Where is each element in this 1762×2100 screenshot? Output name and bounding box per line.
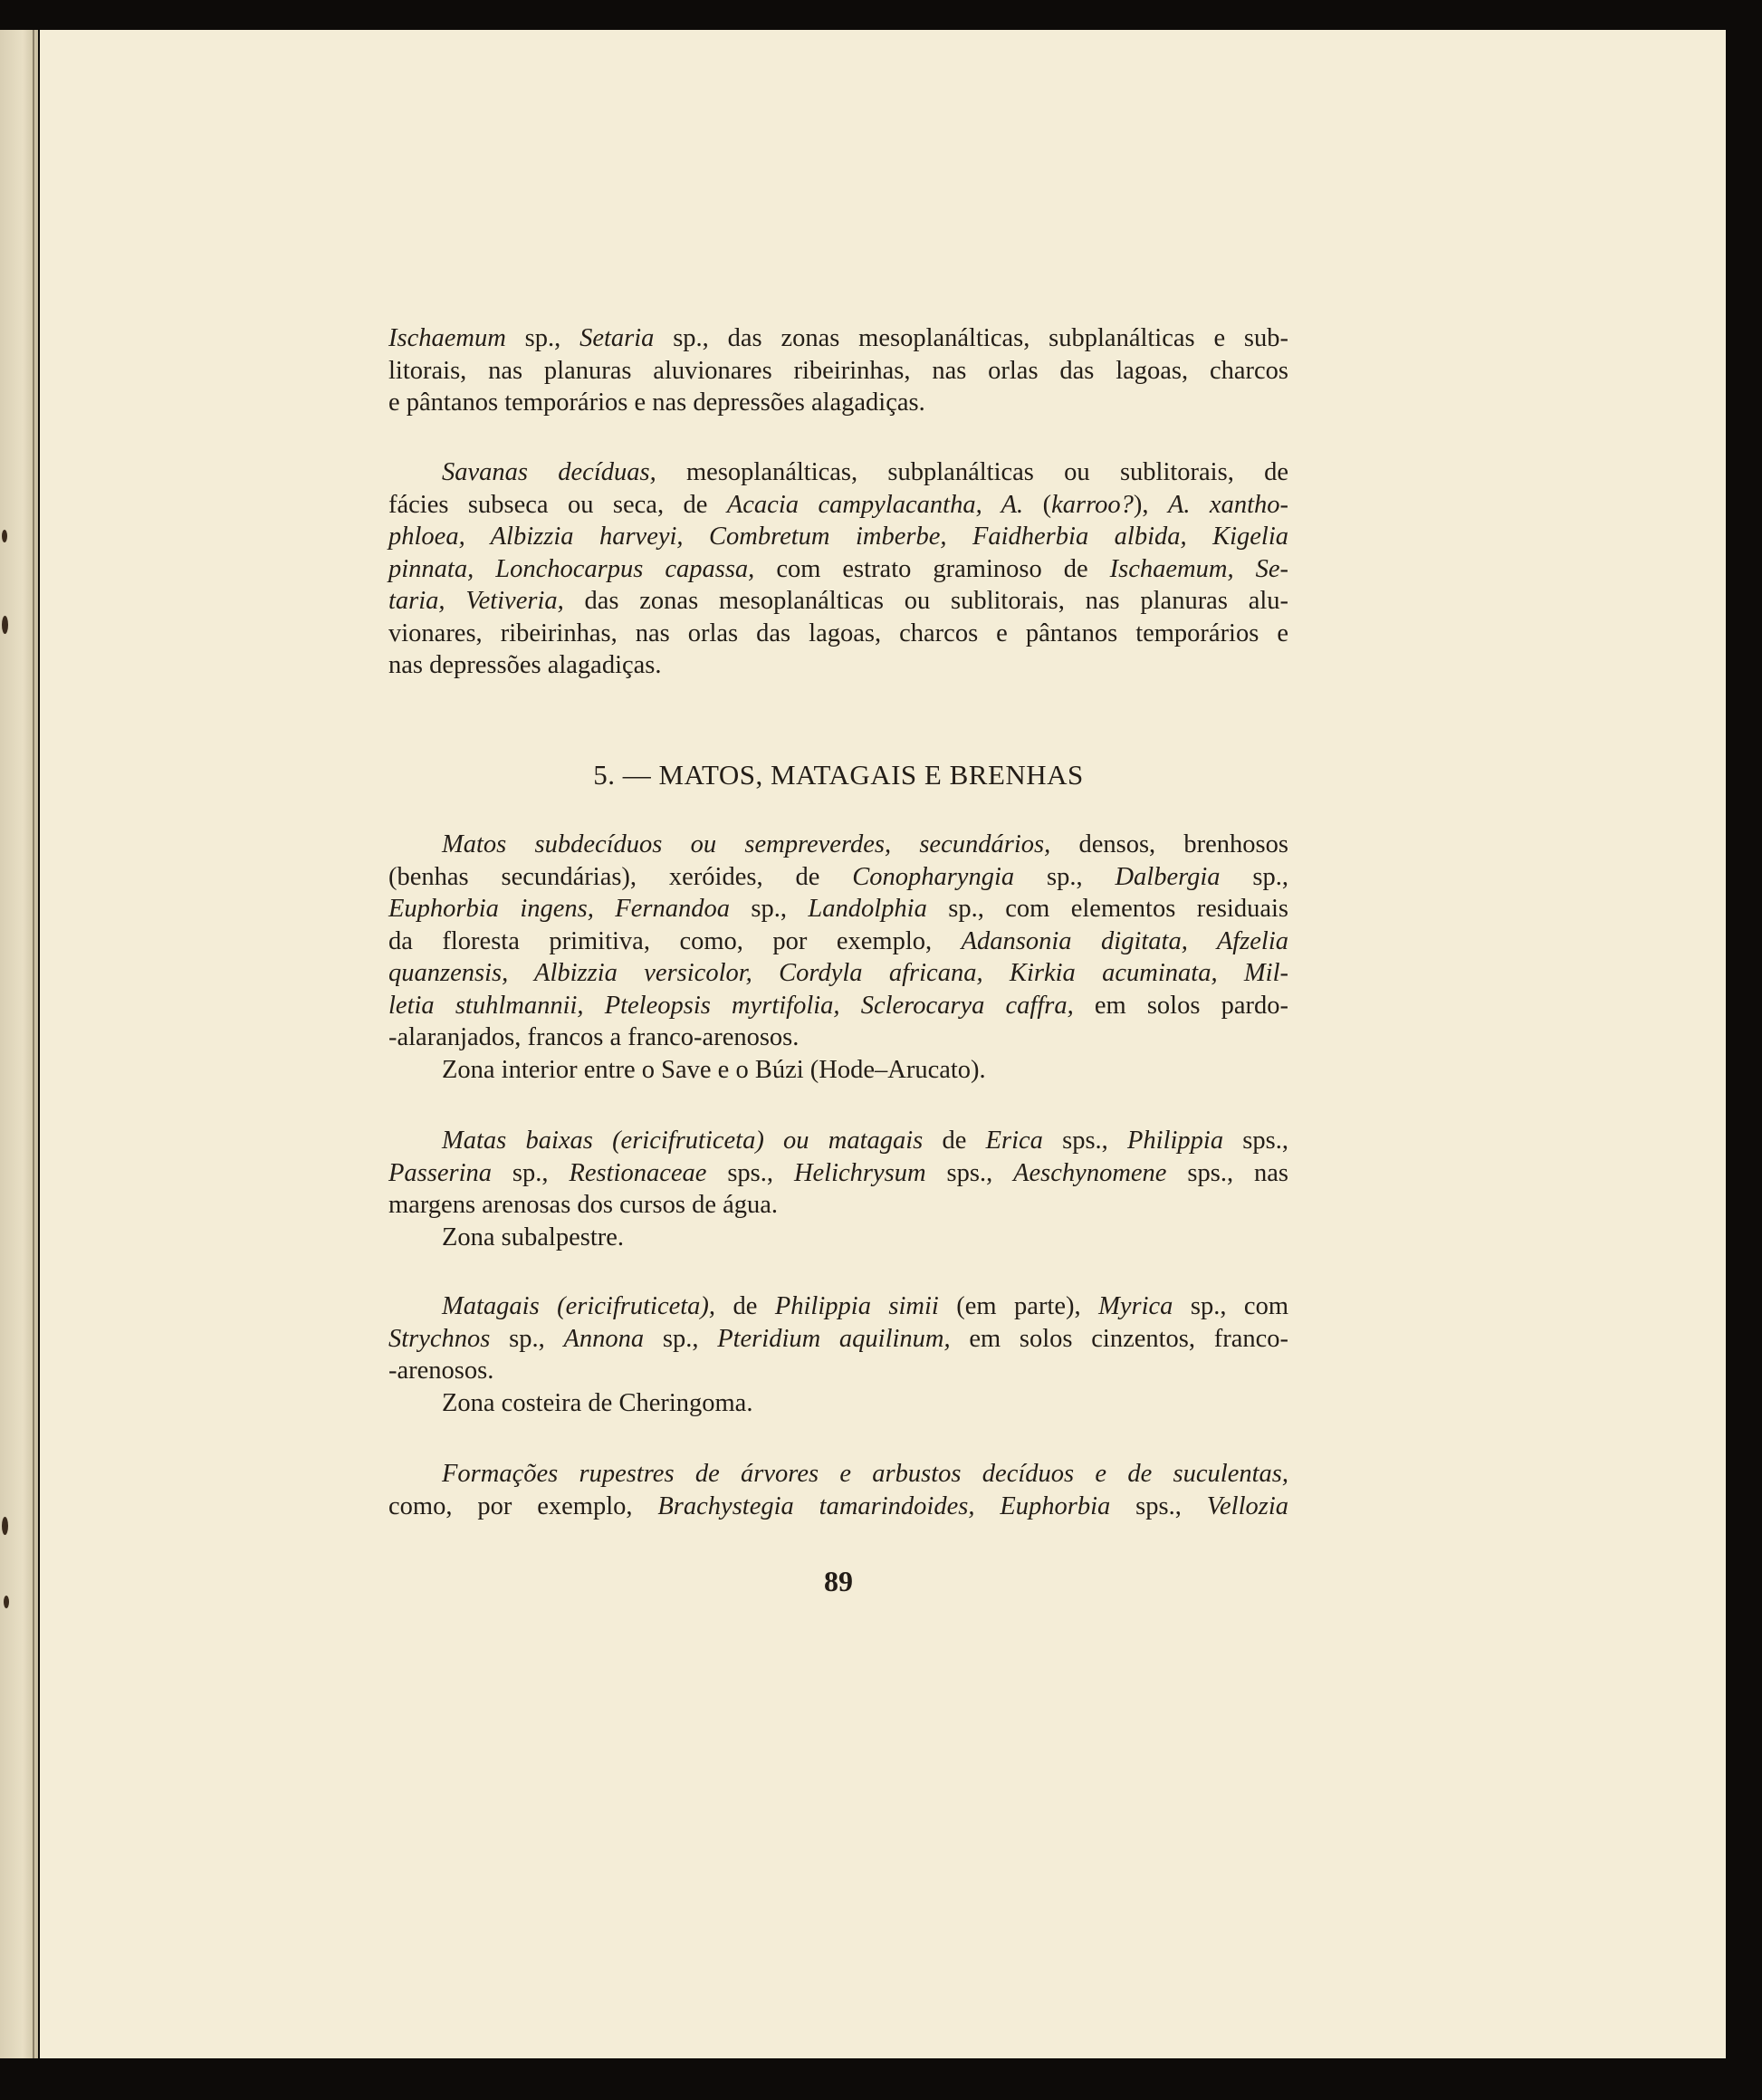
text: (em parte), bbox=[938, 1292, 1099, 1320]
italic-term: Aeschynomene bbox=[1013, 1158, 1167, 1187]
text-line bbox=[388, 861, 1288, 894]
text: ), bbox=[1133, 490, 1168, 519]
text: margens arenosas dos cursos de água. bbox=[388, 1191, 779, 1219]
italic-term: Ischaemum, Se- bbox=[1109, 554, 1289, 583]
text-line bbox=[388, 521, 1288, 553]
binding-hole bbox=[4, 1596, 9, 1608]
text: de bbox=[715, 1292, 775, 1320]
text-line bbox=[388, 1491, 1288, 1523]
text: sps., bbox=[1110, 1491, 1207, 1520]
italic-term: Adansonia digitata, Afzelia bbox=[961, 926, 1288, 955]
italic-term: taria, Vetiveria, bbox=[388, 587, 564, 615]
text: sp., bbox=[729, 895, 809, 923]
italic-term: Annona bbox=[563, 1324, 645, 1353]
text-line bbox=[388, 355, 1288, 388]
italic-term: Euphorbia ingens, Fernandoa bbox=[388, 895, 730, 923]
italic-term: Dalbergia bbox=[1115, 862, 1221, 891]
text: vionares, ribeirinhas, nas orlas das lagoas, charcos e pântanos temporários e bbox=[388, 618, 1288, 647]
text: sp., bbox=[1220, 862, 1288, 891]
italic-term: Conopharyngia bbox=[852, 862, 1015, 891]
italic-term: Restionaceae bbox=[569, 1158, 707, 1187]
text: sp., com elementos residuais bbox=[926, 895, 1289, 923]
italic-term: Formações rupestres de árvores e arbustos decíduos e de suculentas, bbox=[442, 1460, 1288, 1488]
text-line bbox=[388, 585, 1288, 618]
text-line bbox=[388, 1189, 1288, 1222]
italic-term: Matagais (ericifruticeta), bbox=[442, 1292, 716, 1320]
text-line bbox=[388, 489, 1288, 522]
text: sp., com bbox=[1173, 1292, 1288, 1320]
binding-hole bbox=[2, 616, 8, 634]
text: ( bbox=[1023, 490, 1052, 519]
text: sp., bbox=[1014, 862, 1116, 891]
text: sps., bbox=[706, 1158, 794, 1187]
text: Zona interior entre o Save e o Búzi (Hode–Arucato). bbox=[442, 1055, 986, 1084]
italic-term: Setaria bbox=[579, 324, 655, 352]
binding-hole bbox=[2, 1517, 8, 1535]
text-line bbox=[388, 829, 1288, 861]
text: nas depressões alagadiças. bbox=[388, 651, 662, 679]
text: de bbox=[923, 1127, 986, 1155]
text-line bbox=[388, 387, 1288, 419]
italic-term: Ischaemum bbox=[388, 324, 506, 352]
text-line bbox=[388, 322, 1288, 355]
paragraph-6 bbox=[388, 1458, 1288, 1522]
italic-term: Matas baixas (ericifruticeta) ou matagais bbox=[442, 1127, 924, 1155]
text-line bbox=[388, 1021, 1288, 1054]
text: densos, brenhosos bbox=[1050, 830, 1288, 858]
italic-term: letia stuhlmannii, Pteleopsis myrtifolia, Sclerocarya caffra, bbox=[388, 991, 1074, 1020]
text: sp., bbox=[490, 1324, 564, 1353]
book-binding bbox=[0, 30, 38, 2058]
text: em solos pardo- bbox=[1073, 991, 1288, 1020]
text-line bbox=[388, 1355, 1288, 1387]
italic-term: Erica bbox=[985, 1127, 1043, 1155]
text-line bbox=[388, 553, 1288, 586]
text: sps., bbox=[1223, 1127, 1288, 1155]
text-line bbox=[388, 649, 1288, 682]
section-heading: 5. — MATOS, MATAGAIS E BRENHAS bbox=[593, 759, 1084, 791]
text-line bbox=[388, 456, 1288, 489]
italic-term: Brachystegia tamarindoides, Euphorbia bbox=[657, 1491, 1111, 1520]
italic-term: karroo? bbox=[1051, 490, 1134, 519]
binding-hole bbox=[2, 530, 7, 542]
italic-term: Passerina bbox=[388, 1158, 492, 1187]
text-line bbox=[388, 1290, 1288, 1323]
text: -arenosos. bbox=[388, 1357, 494, 1385]
text: sp., bbox=[492, 1158, 570, 1187]
paragraph-2 bbox=[388, 456, 1288, 682]
paragraph-1 bbox=[388, 322, 1288, 419]
text: sps., bbox=[925, 1158, 1014, 1187]
italic-term: Philippia simii bbox=[774, 1292, 939, 1320]
text: das zonas mesoplanálticas ou sublitorais, nas planuras alu- bbox=[563, 587, 1288, 615]
text: fácies subseca ou seca, de bbox=[388, 490, 727, 519]
italic-term: Vellozia bbox=[1206, 1491, 1289, 1520]
italic-term: Helichrysum bbox=[793, 1158, 926, 1187]
text-line bbox=[388, 990, 1288, 1022]
text: Zona subalpestre. bbox=[442, 1223, 625, 1251]
page-number: 89 bbox=[824, 1565, 853, 1597]
text: litorais, nas planuras aluvionares ribeirinhas, nas orlas das lagoas, charcos bbox=[388, 356, 1288, 385]
text: sp., das zonas mesoplanálticas, subplanálticas e sub- bbox=[654, 324, 1289, 352]
text-line bbox=[388, 1323, 1288, 1356]
text: Zona costeira de Cheringoma. bbox=[442, 1388, 753, 1417]
italic-term: Landolphia bbox=[808, 895, 927, 923]
italic-term: Matos subdecíduos ou sempreverdes, secundários, bbox=[442, 830, 1051, 858]
italic-term: Savanas decíduas, bbox=[442, 458, 656, 486]
text: com estrato graminoso de bbox=[754, 554, 1110, 583]
italic-term: Acacia campylacantha, A. bbox=[726, 490, 1024, 519]
text: sp., bbox=[505, 324, 580, 352]
italic-term: Myrica bbox=[1098, 1292, 1173, 1320]
text: -alaranjados, francos a franco-arenosos. bbox=[388, 1023, 800, 1051]
text-line bbox=[388, 1157, 1288, 1190]
italic-term: Strychnos bbox=[388, 1324, 491, 1353]
text-line bbox=[388, 618, 1288, 650]
text: sps., nas bbox=[1166, 1158, 1288, 1187]
text-line bbox=[388, 1125, 1288, 1157]
text: sp., bbox=[644, 1324, 718, 1353]
italic-term: quanzensis, Albizzia versicolor, Cordyla africana, Kirkia acuminata, Mil- bbox=[388, 959, 1288, 987]
text: em solos cinzentos, franco- bbox=[950, 1324, 1289, 1353]
text-line bbox=[388, 957, 1288, 990]
text: e pântanos temporários e nas depressões alagadiças. bbox=[388, 388, 925, 417]
zone-line bbox=[388, 1054, 1288, 1087]
italic-term: A. xantho- bbox=[1167, 490, 1288, 519]
text: da floresta primitiva, como, por exemplo, bbox=[388, 926, 962, 955]
binding-edge bbox=[33, 30, 34, 2058]
text-line bbox=[388, 925, 1288, 958]
text: como, por exemplo, bbox=[388, 1491, 658, 1520]
paragraph-5 bbox=[388, 1290, 1288, 1419]
italic-term: Philippia bbox=[1127, 1127, 1224, 1155]
text: (benhas secundárias), xeróides, de bbox=[388, 862, 853, 891]
text: sps., bbox=[1042, 1127, 1127, 1155]
zone-line bbox=[388, 1387, 1288, 1420]
paragraph-3 bbox=[388, 829, 1288, 1086]
paragraph-4 bbox=[388, 1125, 1288, 1253]
italic-term: Pteridium aquilinum, bbox=[717, 1324, 951, 1353]
zone-line bbox=[388, 1222, 1288, 1254]
italic-term: phloea, Albizzia harveyi, Combretum imberbe, Faidherbia albida, Kigelia bbox=[388, 523, 1288, 551]
text: mesoplanálticas, subplanálticas ou sublitorais, de bbox=[656, 458, 1288, 486]
text-line bbox=[388, 1458, 1288, 1491]
text-line bbox=[388, 893, 1288, 925]
italic-term: pinnata, Lonchocarpus capassa, bbox=[388, 554, 755, 583]
